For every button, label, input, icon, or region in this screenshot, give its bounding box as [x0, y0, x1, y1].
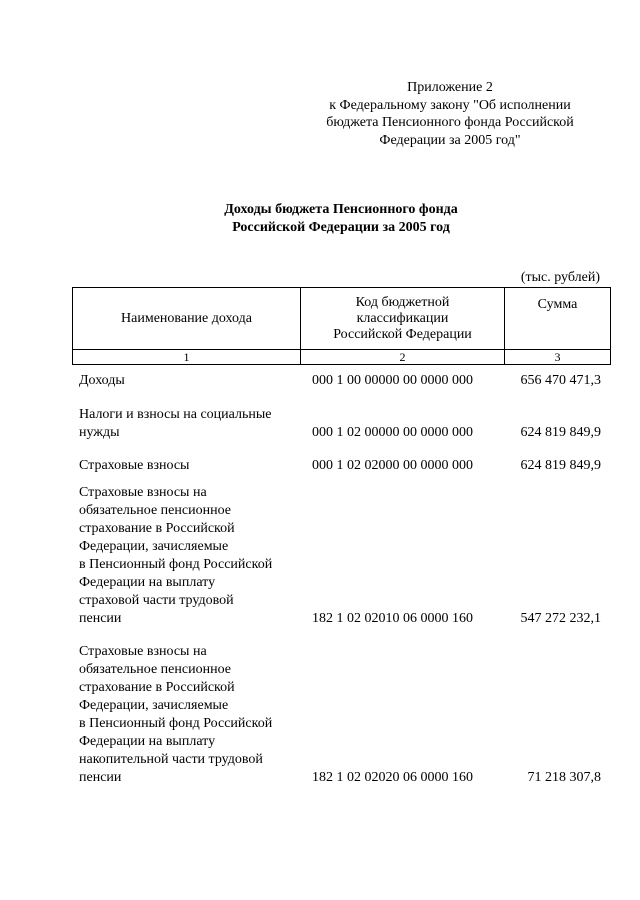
units-label: (тыс. рублей) [520, 270, 600, 285]
title-line: Российской Федерации за 2005 год [232, 219, 450, 235]
header-code-line: Российской Федерации [333, 326, 472, 342]
row-name [79, 484, 309, 628]
row-name [79, 643, 309, 787]
row-sum: 71 218 307,8 [527, 770, 601, 785]
appendix-line: бюджета Пенсионного фонда Российской [326, 115, 574, 130]
row-name-line: Налоги и взносы на социальные [79, 407, 272, 422]
row-name-line: накопительной части трудовой [79, 752, 263, 767]
header-code-line: классификации [356, 310, 449, 326]
appendix-line: к Федеральному закону "Об исполнении [329, 97, 571, 113]
table-header [72, 287, 611, 365]
header-code-line: Код бюджетной [355, 294, 450, 310]
table-row [0, 457, 640, 475]
row-name-line: страхование в Российской [79, 680, 235, 695]
row-name-line: страховой части трудовой [79, 593, 234, 608]
row-code: 000 1 02 00000 00 0000 000 [312, 425, 473, 440]
column-number: 2 [301, 350, 505, 365]
appendix-line: Федерации за 2005 год" [379, 132, 521, 148]
column-number: 3 [505, 350, 611, 365]
row-name-line: Страховые взносы на [79, 644, 207, 659]
row-sum: 547 272 232,1 [520, 611, 601, 626]
row-name-line: Страховые взносы на [79, 485, 207, 500]
row-name-line: Федерации на выплату [79, 734, 216, 749]
appendix-line: Приложение 2 [407, 80, 493, 95]
row-name-line: нужды [79, 425, 120, 440]
row-name-line: пенсии [79, 770, 122, 785]
row-name [79, 457, 309, 475]
row-name-line: обязательное пенсионное [79, 503, 231, 518]
row-sum: 624 819 849,9 [520, 458, 601, 473]
row-name-line: Страховые взносы [79, 458, 190, 473]
document-title [150, 201, 532, 236]
row-name-line: обязательное пенсионное [79, 662, 231, 677]
header-row [73, 288, 611, 350]
row-code: 000 1 02 02000 00 0000 000 [312, 458, 473, 473]
row-sum: 624 819 849,9 [520, 425, 601, 440]
column-number-row [73, 350, 611, 365]
header-name: Наименование дохода [73, 288, 301, 350]
row-name-line: Федерации, зачисляемые [79, 698, 229, 713]
table-row [0, 643, 640, 787]
table-row [0, 406, 640, 442]
row-name-line: Федерации на выплату [79, 575, 216, 590]
row-sum: 656 470 471,3 [520, 373, 601, 388]
row-name [79, 372, 309, 390]
row-name-line: пенсии [79, 611, 122, 626]
row-code: 182 1 02 02010 06 0000 160 [312, 611, 473, 626]
table-row [0, 372, 640, 390]
table-row [0, 484, 640, 628]
row-code: 000 1 00 00000 00 0000 000 [312, 373, 473, 388]
row-name-line: Федерации, зачисляемые [79, 539, 229, 554]
row-name-line: в Пенсионный фонд Российской [79, 557, 273, 572]
row-code: 182 1 02 02020 06 0000 160 [312, 770, 473, 785]
row-name-line: страхование в Российской [79, 521, 235, 536]
appendix-note [300, 79, 600, 149]
row-name-line: Доходы [79, 373, 125, 388]
column-number: 1 [73, 350, 301, 365]
row-name-line: в Пенсионный фонд Российской [79, 716, 273, 731]
header-code [301, 288, 505, 350]
header-sum: Сумма [505, 288, 611, 350]
row-name [79, 406, 309, 442]
title-line: Доходы бюджета Пенсионного фонда [224, 202, 458, 217]
